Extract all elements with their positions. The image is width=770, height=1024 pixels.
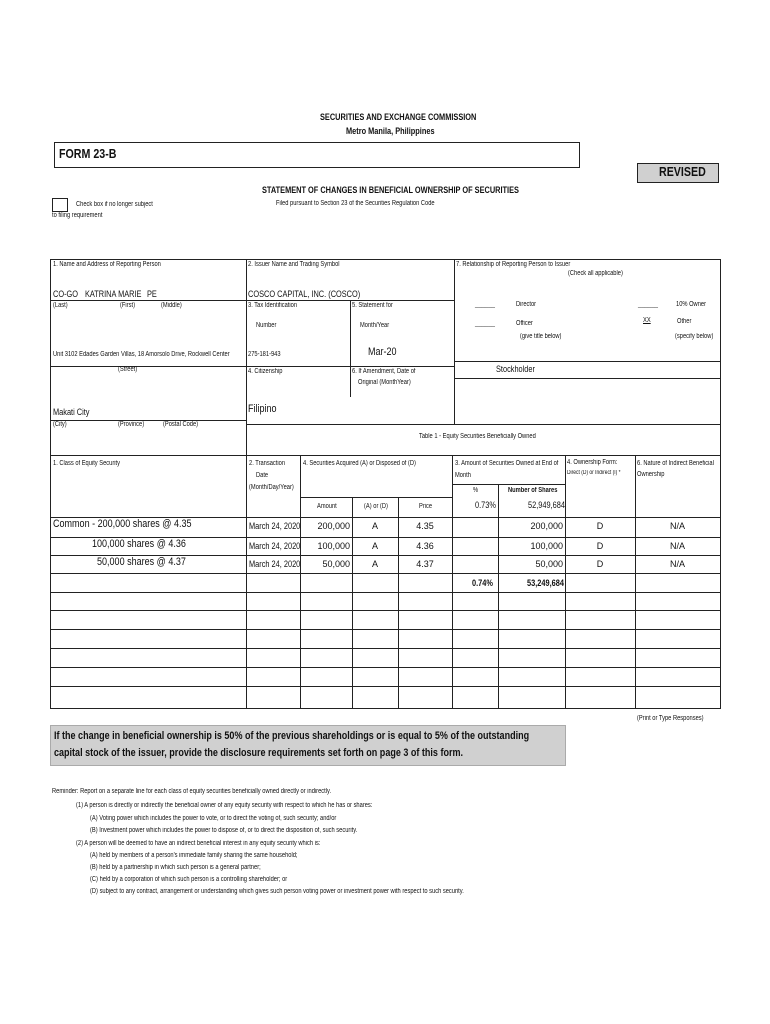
grid-line	[452, 484, 565, 485]
row1-shares: 200,000	[530, 521, 563, 531]
grid-line	[50, 420, 246, 421]
pct-header: %	[473, 487, 479, 494]
amount-header: Amount	[317, 503, 337, 510]
row2-date: March 24, 2020	[249, 541, 301, 551]
grid-line	[50, 366, 454, 367]
ad-header: (A) or (D)	[364, 503, 388, 510]
reminder-p1: (1) A person is directly or indirectly the beneficial owner of any equity security with respect to which he has or shares:	[76, 802, 373, 809]
section3-label: 3. Tax Identification	[248, 302, 298, 309]
reminder-p2d: (D) subject to any contract, arrangement or understanding which gives such person voting power or investment power with respect to such security.	[90, 888, 464, 895]
grid-line	[454, 378, 721, 379]
row1-ad: A	[371, 521, 378, 531]
grid-line	[50, 455, 721, 456]
checkbox-label-2: to filing requirement	[52, 212, 103, 219]
checkbox-label-1: Check box if no longer subject	[76, 201, 153, 208]
postal-label: (Postal Code)	[163, 421, 199, 428]
reminder-p1a: (A) Voting power which includes the power to vote, or to direct the voting of, such security; and/or	[90, 815, 337, 822]
tin-value: 275-181-943	[248, 351, 281, 358]
grid-line	[246, 455, 247, 709]
form-name: FORM 23-B	[59, 146, 117, 161]
grid-line	[50, 667, 721, 668]
grid-line	[565, 455, 566, 709]
col3-header-b: Month	[455, 472, 471, 479]
form-name-box	[54, 142, 580, 168]
grid-line	[50, 259, 51, 709]
col6-header-b: Ownership	[637, 471, 665, 478]
row1-class: Common - 200,000 shares @ 4.35	[53, 518, 192, 530]
pct-start: 0.73%	[475, 500, 496, 510]
row2-price: 4.36	[416, 541, 434, 551]
filed-pursuant: Filed pursuant to Section 23 of the Securities Regulation Code	[276, 200, 435, 207]
ten-pct-blank: ______	[638, 302, 659, 308]
grid-line	[50, 686, 721, 687]
grid-line	[454, 259, 455, 424]
shares-header: Number of Shares	[508, 487, 558, 494]
middle-label: (Middle)	[161, 302, 182, 309]
col5-header-b: Direct (D) or Indirect (I) *	[567, 470, 621, 476]
first-label: (First)	[120, 302, 135, 309]
row1-nature: N/A	[669, 521, 685, 531]
row3-nature: N/A	[669, 559, 685, 569]
section4-label: 4. Citizenship	[248, 368, 283, 375]
ten-pct-label: 10% Owner	[676, 301, 706, 308]
reminder-p1b: (B) Investment power which includes the power to dispose of, or to direct the disposition of, such security.	[90, 827, 358, 834]
row2-form: D	[596, 541, 604, 551]
shares-end: 53,249,684	[527, 578, 564, 588]
row3-shares: 50,000	[535, 559, 563, 569]
reminder-p2: (2) A person will be deemed to have an indirect beneficial interest in any equity security which is:	[76, 840, 321, 847]
row2-class: 100,000 shares @ 4.36	[92, 538, 186, 550]
specify-label: (specify below)	[675, 333, 714, 340]
section5-sublabel: Month/Year	[360, 322, 390, 329]
grid-line	[50, 648, 721, 649]
row1-form: D	[596, 521, 604, 531]
grid-line	[720, 259, 721, 709]
check-all-label: (Check all applicable)	[568, 270, 623, 277]
col6-header-a: 6. Nature of Indirect Beneficial	[637, 460, 714, 467]
issuer-value: COSCO CAPITAL, INC. (COSCO)	[248, 289, 361, 299]
grid-line	[50, 573, 721, 574]
director-blank: ______	[475, 302, 496, 308]
print-note: (Print or Type Responses)	[637, 715, 704, 722]
col2-header-a: 2. Transaction	[249, 460, 286, 467]
row1-date: March 24, 2020	[249, 521, 301, 531]
row3-date: March 24, 2020	[249, 559, 301, 569]
reminder-p2c: (C) held by a corporation of which such person is a controlling shareholder; or	[90, 876, 288, 883]
city-label: (City)	[53, 421, 67, 428]
commission-location: Metro Manila, Philippines	[346, 126, 435, 136]
row3-form: D	[596, 559, 604, 569]
grid-line	[50, 610, 721, 611]
section5-label: 5. Statement for	[352, 302, 393, 309]
section1-label: 1. Name and Address of Reporting Person	[53, 261, 161, 268]
row2-amount: 100,000	[317, 541, 350, 551]
disclosure-line-2: capital stock of the issuer, provide the disclosure requirements set forth on page 3 of this form.	[54, 747, 464, 759]
reminder-intro: Reminder: Report on a separate line for each class of equity securities beneficially owned directly or indirectly.	[52, 788, 332, 795]
grid-line	[300, 455, 301, 709]
pct-end: 0.74%	[472, 578, 493, 588]
other-label: Other	[677, 318, 692, 325]
officer-label: Officer	[516, 320, 533, 327]
section3-sublabel: Number	[256, 322, 277, 329]
first-name-value: KATRINA MARIE	[85, 289, 142, 299]
grid-line	[454, 361, 721, 362]
row1-amount: 200,000	[317, 521, 350, 531]
grid-line	[452, 455, 453, 709]
section6-sublabel: Original (MonthYear)	[358, 379, 411, 386]
give-title-label: (give title below)	[520, 333, 562, 340]
citizenship-value: Filipino	[248, 403, 277, 415]
grid-line	[635, 455, 636, 709]
city-value: Makati City	[53, 407, 90, 417]
officer-blank: ______	[475, 321, 496, 327]
grid-line	[50, 708, 721, 709]
row3-ad: A	[371, 559, 378, 569]
row2-shares: 100,000	[530, 541, 563, 551]
statement-month-value: Mar-20	[368, 346, 397, 358]
table-title: Table 1 - Equity Securities Beneficially Owned	[419, 433, 536, 440]
disclosure-line-1: If the change in beneficial ownership is 50% of the previous shareholdings or is equal to 5% of the outstanding	[54, 730, 530, 742]
last-label: (Last)	[53, 302, 68, 309]
row3-price: 4.37	[416, 559, 434, 569]
grid-line	[246, 259, 247, 455]
section6-label: 6. If Amendment, Date of	[352, 368, 416, 375]
section2-label: 2. Issuer Name and Trading Symbol	[248, 261, 340, 268]
col3-header-a: 3. Amount of Securities Owned at End of	[455, 460, 559, 467]
col1-header: 1. Class of Equity Security	[53, 460, 120, 467]
row3-class: 50,000 shares @ 4.37	[97, 556, 186, 568]
grid-line	[300, 497, 452, 498]
director-label: Director	[516, 301, 537, 308]
grid-line	[50, 629, 721, 630]
col2-header-c: (Month/Day/Year)	[249, 484, 294, 491]
shares-start: 52,949,684	[528, 500, 565, 510]
col5-header-a: 4. Ownership Form:	[567, 459, 618, 466]
row1-price: 4.35	[416, 521, 434, 531]
grid-line	[50, 259, 721, 260]
middle-name-value: PE	[147, 289, 157, 299]
col2-header-b: Date	[256, 472, 269, 479]
street-value: Unit 3102 Edades Garden Villas, 18 Amorsolo Drive, Rockwell Center	[53, 351, 230, 358]
statement-title: STATEMENT OF CHANGES IN BENEFICIAL OWNERSHIP OF SECURITIES	[262, 185, 519, 195]
row2-nature: N/A	[669, 541, 685, 551]
price-header: Price	[419, 503, 433, 510]
no-longer-subject-checkbox[interactable]	[52, 198, 68, 212]
street-label: (Street)	[118, 366, 138, 373]
other-mark: XX	[643, 317, 651, 324]
reminder-p2b: (B) held by a partnership in which such person is a general partner;	[90, 864, 261, 871]
grid-line	[50, 300, 454, 301]
section7-label: 7. Relationship of Reporting Person to Issuer	[456, 261, 571, 268]
col4-header: 4. Securities Acquired (A) or Disposed of (D)	[303, 460, 416, 467]
province-label: (Province)	[118, 421, 145, 428]
row3-amount: 50,000	[322, 559, 350, 569]
revised-label: REVISED	[659, 164, 706, 179]
grid-line	[50, 592, 721, 593]
last-name-value: CO-GO	[53, 289, 79, 299]
row2-ad: A	[371, 541, 378, 551]
grid-line	[350, 300, 351, 397]
reminder-p2a: (A) held by members of a person's immediate family sharing the same household;	[90, 852, 298, 859]
commission-title: SECURITIES AND EXCHANGE COMMISSION	[320, 112, 477, 122]
grid-line	[246, 424, 721, 425]
relationship-value: Stockholder	[496, 364, 535, 374]
